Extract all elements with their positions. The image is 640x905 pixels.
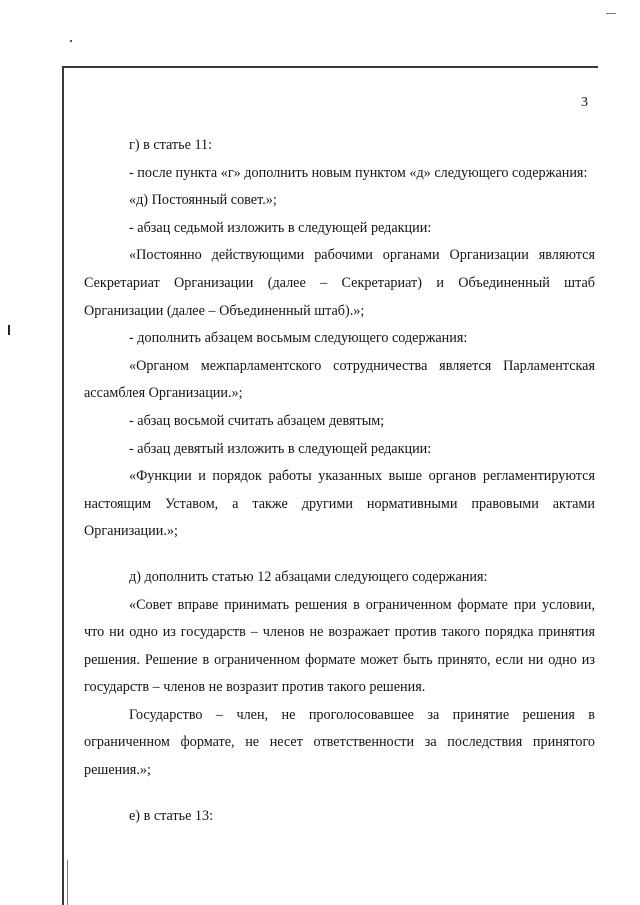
paragraph-ninth-abstract: - абзац девятый изложить в следующей редакции: [129,440,432,457]
scan-border-left-inner [67,860,68,905]
paragraph-article-11-heading: г) в статье 11: [129,137,213,153]
document-body [84,132,595,830]
paragraph-member-state-responsibility: Государство – член, не проголосовавшее за принятие решения в ограниченном формате, не несет ответственности за последствия принятого решения.»; [84,706,595,779]
scan-corner-mark [606,13,616,14]
paragraph-interparliamentary-body: «Органом межпарламентского сотрудничества является Парламентская ассамблея Организации.»; [84,357,595,402]
scan-edge-mark [8,325,10,335]
paragraph-article-13-heading: е) в статье 13: [129,807,214,824]
paragraph-add-point-d: - после пункта «г» дополнить новым пунктом «д» следующего содержания: [129,164,588,181]
scan-border-top [64,66,598,68]
paragraph-article-12-addition: д) дополнить статью 12 абзацами следующего содержания: [129,568,488,585]
paragraph-add-eighth-abstract: - дополнить абзацем восьмым следующего содержания: [129,330,468,347]
scan-speck [70,40,72,42]
paragraph-working-bodies: «Постоянно действующими рабочими органами Организации являются Секретариат Организации (далее – Секретариат) и Объединенный штаб Организации (далее – Объединенный штаб).»; [84,247,595,319]
paragraph-permanent-council: «д) Постоянный совет.»; [129,192,277,209]
paragraph-functions-procedure: «Функции и порядок работы указанных выше органов регламентируются настоящим Уставом, а также другими нормативными правовыми актами Организации.»; [84,468,595,540]
scan-border-left [62,66,64,905]
paragraph-limited-format-decisions: «Совет вправе принимать решения в ограниченном формате при условии, что ни одно из государств – членов не возражает против такого порядка принятия решения. Решение в ограниченном формате может быть принято, если ни одно из государств – членов не возразит против такого решения. [84,596,595,696]
paragraph-seventh-abstract: - абзац седьмой изложить в следующей редакции: [129,219,432,236]
page-number: 3 [581,95,588,110]
paragraph-eighth-to-ninth: - абзац восьмой считать абзацем девятым; [129,412,385,429]
